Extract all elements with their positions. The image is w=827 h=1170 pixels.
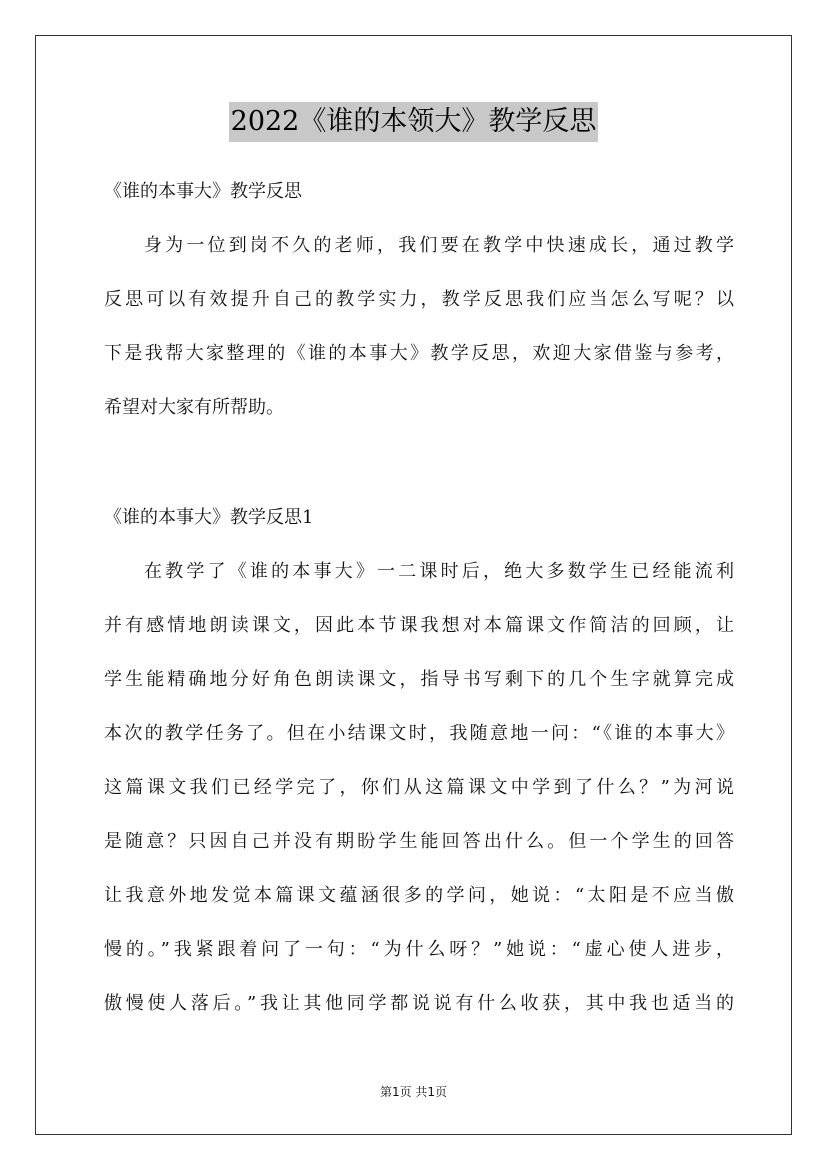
- document-title: 2022《谁的本领大》教学反思: [229, 102, 599, 142]
- section-line: 这篇课文我们已经学完了，你们从这篇课文中学到了什么？”为河说: [104, 777, 734, 798]
- section-line: 傲慢使人落后。”我让其他同学都说说有什么收获，其中我也适当的: [104, 993, 734, 1014]
- section-heading: 《谁的本事大》教学反思1: [104, 507, 314, 528]
- section-line: 慢的。”我紧跟着问了一句：“为什么呀？”她说：“虚心使人进步，: [104, 939, 734, 960]
- section-line: 是随意？只因自己并没有期盼学生能回答出什么。但一个学生的回答: [104, 831, 734, 852]
- intro-paragraph: [104, 219, 734, 435]
- section-line: 并有感情地朗读课文，因此本节课我想对本篇课文作简洁的回顾，让: [104, 615, 734, 636]
- section-paragraph: [104, 545, 734, 1031]
- page-footer: 第1页 共1页: [379, 1085, 448, 1099]
- intro-line: 反思可以有效提升自己的教学实力，教学反思我们应当怎么写呢？以: [104, 289, 734, 310]
- section-line: 本次的教学任务了。但在小结课文时，我随意地一问：“《谁的本事大》: [104, 723, 734, 744]
- intro-line: 希望对大家有所帮助。: [104, 397, 284, 418]
- section-line: 让我意外地发觉本篇课文蕴涵很多的学问，她说：“太阳是不应当傲: [104, 885, 734, 906]
- document-subtitle: 《谁的本事大》教学反思: [104, 181, 302, 202]
- section-line: 在教学了《谁的本事大》一二课时后，绝大多数学生已经能流利: [144, 561, 734, 582]
- section-line: 学生能精确地分好角色朗读课文，指导书写剩下的几个生字就算完成: [104, 669, 734, 690]
- intro-line: 下是我帮大家整理的《谁的本事大》教学反思，欢迎大家借鉴与参考，: [104, 343, 734, 364]
- title-wrap: [0, 102, 827, 142]
- intro-line: 身为一位到岗不久的老师，我们要在教学中快速成长，通过教学: [144, 235, 734, 256]
